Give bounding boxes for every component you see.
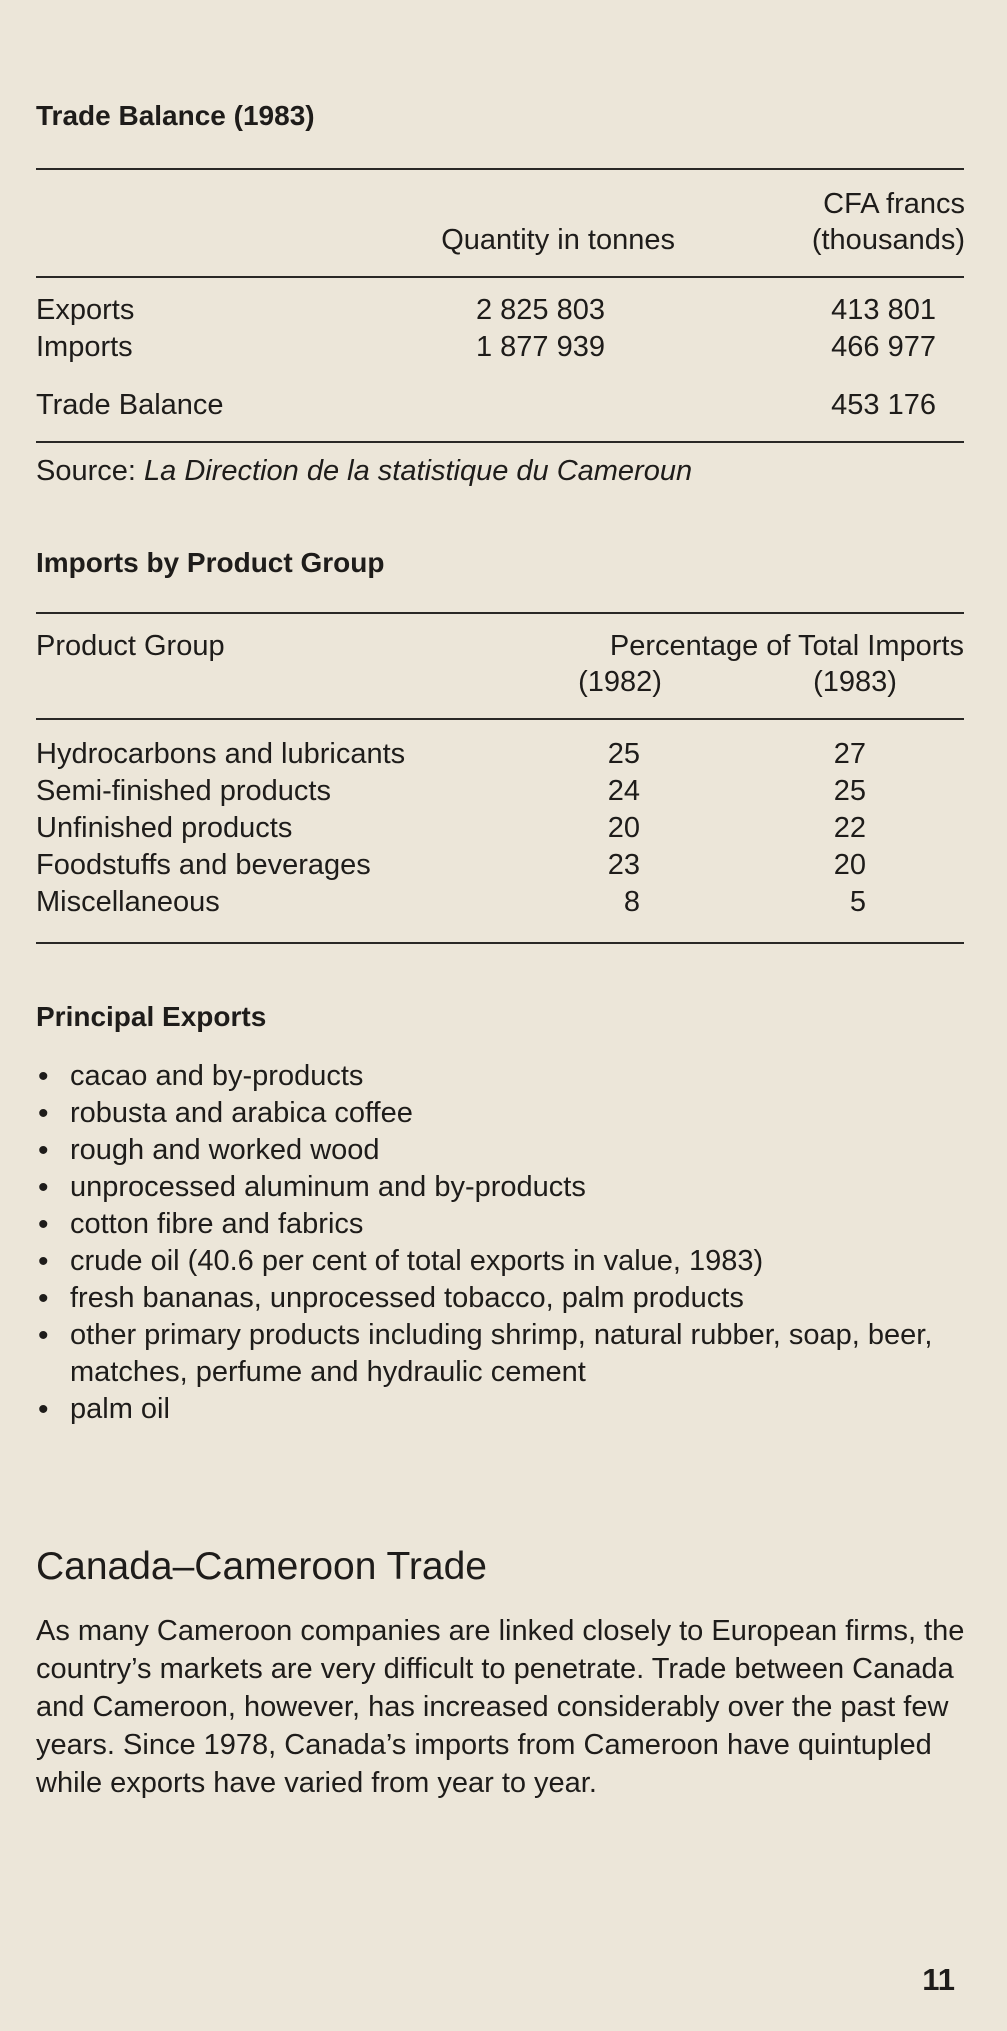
imports-value: 466 977 (831, 331, 936, 363)
group-value-1982: 23 (607, 849, 640, 881)
group-value-1983: 5 (849, 886, 866, 918)
rule (36, 612, 964, 614)
canada-cameroon-trade-paragraph: As many Cameroon companies are linked closely to European firms, the country’s markets are very difficult to penetrate. Trade between Canada and Cameroon, however, has increased considerably over the past few years. Since 1978, Canada’s imports from Cameroon have quintupled while exports have varied from year to year. (36, 1615, 965, 1799)
group-value-1982: 20 (607, 812, 640, 844)
year-header-1983: (1983) (813, 666, 897, 698)
list-item: • other primary products including shrimp, natural rubber, soap, beer, matches, perfume and hydraulic cement (36, 1317, 966, 1391)
group-value-1982: 24 (607, 775, 640, 807)
group-label: Miscellaneous (36, 886, 220, 918)
group-value-1983: 20 (833, 849, 866, 881)
list-item: • unprocessed aluminum and by-products (36, 1169, 966, 1206)
imports-by-group-title: Imports by Product Group (36, 547, 385, 578)
group-label: Unfinished products (36, 812, 293, 844)
page-number: 11 (922, 1962, 955, 1997)
rule (36, 718, 964, 720)
cfa-header-line2: (thousands) (811, 224, 965, 256)
exports-value: 413 801 (831, 294, 936, 326)
row-label-imports: Imports (36, 331, 133, 363)
exports-quantity: 2 825 803 (475, 294, 605, 326)
group-value-1982: 8 (623, 886, 640, 918)
principal-exports-list (36, 1058, 966, 1428)
group-value-1982: 25 (607, 738, 640, 770)
list-item: • crude oil (40.6 per cent of total exports in value, 1983) (36, 1243, 966, 1280)
year-header-1982: (1982) (578, 666, 662, 698)
trade-balance-value: 453 176 (831, 389, 936, 421)
group-label: Hydrocarbons and lubricants (36, 738, 406, 770)
source-note (36, 455, 692, 488)
canada-cameroon-trade-heading: Canada–Cameroon Trade (36, 1545, 487, 1588)
rule (36, 168, 964, 170)
percentage-header: Percentage of Total Imports (609, 630, 964, 662)
source-name: La Direction de la statistique du Cameroun (144, 455, 693, 487)
cfa-header-line1: CFA francs (823, 188, 965, 220)
list-item: • palm oil (36, 1391, 966, 1428)
group-value-1983: 22 (833, 812, 866, 844)
group-label: Foodstuffs and beverages (36, 849, 371, 881)
principal-exports-title: Principal Exports (36, 1001, 267, 1032)
product-group-header: Product Group (36, 630, 225, 662)
source-label: Source: (36, 455, 136, 487)
quantity-header: Quantity in tonnes (441, 224, 675, 256)
rule (36, 441, 964, 443)
list-item: • cotton fibre and fabrics (36, 1206, 966, 1243)
list-item: • robusta and arabica coffee (36, 1095, 966, 1132)
row-label-exports: Exports (36, 294, 135, 326)
group-value-1983: 25 (833, 775, 866, 807)
trade-balance-title: Trade Balance (1983) (36, 100, 315, 131)
row-label-trade-balance: Trade Balance (36, 389, 224, 421)
group-value-1983: 27 (833, 738, 866, 770)
list-item: • rough and worked wood (36, 1132, 966, 1169)
imports-quantity: 1 877 939 (475, 331, 605, 363)
list-item: • cacao and by-products (36, 1058, 966, 1095)
group-label: Semi-finished products (36, 775, 331, 807)
list-item: • fresh bananas, unprocessed tobacco, palm products (36, 1280, 966, 1317)
rule (36, 276, 964, 278)
rule (36, 942, 964, 944)
